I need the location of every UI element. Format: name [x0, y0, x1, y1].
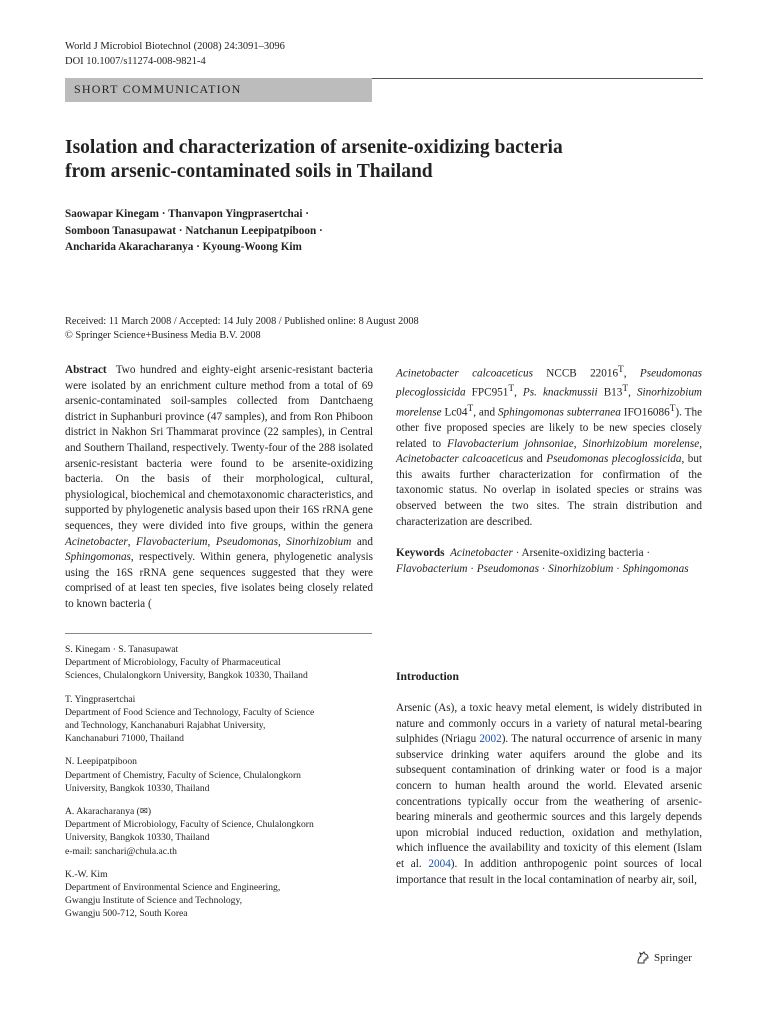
species: Acinetobacter calcoaceticus — [396, 453, 524, 466]
section-label: SHORT COMMUNICATION — [74, 82, 242, 96]
affiliation-inst: Sciences, Chulalongkorn University, Bangkok 10330, Thailand — [65, 670, 308, 682]
keywords: Keywords Acinetobacter · Arsenite-oxidizing bacteria · Flavobacterium · Pseudomonas · Sinorhizobium · Sphingomonas — [396, 547, 689, 575]
affiliation-city: Kanchanaburi 71000, Thailand — [65, 733, 184, 745]
keyword: Sphingomonas — [622, 562, 689, 575]
intro-text: Arsenic (As), a toxic heavy metal element, is widely distributed in nature and commonly occurs in a variety of natural metal-bearing sulphides (Nriagu — [396, 702, 702, 746]
abstract-text: Two hundred and eighty-eight arsenic-resistant bacteria were isolated by an enrichment culture method from a total of 69 arsenic-contaminated soil-samples collected from Dantchaeng district in Suphanburi province (47 samples), and from Ron Phiboon district in Nakhon Sri Thammarat province (22 samples), in Central and Southern Thailand, respectively. Twenty-four of the 288 isolated arsenic-resistant bacteria were found to be arsenite-oxidizing bacteria. On the basis of their morphological, cultural, physiological, biochemical and chemotaxonomic characteristics, and supported by phylogenetic analysis based upon their 16S rRNA gene sequences, they were divided into five groups, within the genera — [65, 364, 374, 532]
conjunction: and — [478, 406, 496, 419]
journal-citation: World J Microbiol Biotechnol (2008) 24:3091–3096 — [65, 41, 285, 52]
affiliation-dept: Department of Microbiology, Faculty of Science, Chulalongkorn — [65, 819, 314, 831]
publisher-name: Springer — [654, 951, 692, 964]
abstract-left: Abstract Two hundred and eighty-eight arsenic-resistant bacteria were isolated by an enrichment culture method from a total of 69 arsenic-contaminated soil-samples collected from Dantchaeng district in Suphanburi province (47 samples), and from Ron Phiboon district in Nakhon Sri Thammarat province (22 samples), in Central and Southern Thailand, respectively. Twenty-four of the 288 isolated arsenic-resistant bacteria were found to be arsenite-oxidizing bacteria. On the basis of their morphological, cultural, physiological, biochemical and chemotaxonomic characteristics, and supported by phylogenetic analysis based upon their 16S rRNA gene sequences, they were divided into five groups, within the genera Acinetobacter, Flavobacterium, Pseudomonas, Sinorhizobium and Sphingomonas, respectively. Within genera, phylogenetic analysis using the 16S rRNA gene sequences suggested that they were comprised of at least ten species, five isolates being closely related to known bacteria ( — [65, 364, 374, 610]
keyword: Arsenite-oxidizing bacteria — [521, 547, 644, 560]
affiliations — [65, 643, 365, 931]
keyword: Pseudomonas — [476, 562, 539, 575]
type-mark: T — [622, 384, 629, 395]
author-list — [65, 206, 625, 256]
affiliation-inst: University, Bangkok 10330, Thailand — [65, 782, 210, 794]
keyword: Acinetobacter — [450, 547, 513, 560]
keywords-label: Keywords — [396, 547, 445, 560]
type-mark: T — [618, 365, 624, 375]
publication-dates — [65, 315, 705, 343]
publisher-footer — [636, 951, 692, 964]
affiliation-dept: Department of Chemistry, Faculty of Science, Chulalongkorn — [65, 769, 301, 781]
strain: IFO16086 — [623, 406, 670, 419]
species: Pseudomonas plecoglossicida — [546, 453, 682, 466]
intro-text: ). In addition anthropogenic point sources of local importance that result in the local contamination of nearby air, soil, — [396, 857, 702, 886]
abstract-right: Acinetobacter calcoaceticus NCCB $22016^T$, Pseudomonas plecoglossicida $FPC951^T$, Ps. knackmussii $B13^T$, Sinorhizobium morelense $Lc04^T$, and Sphingomonas subterranea $IFO16086^T$). The other five proposed species are likely to be new species closely related to Flavobacterium johnsoniae, Sinorhizobium morelense, Acinetobacter calcoaceticus and Pseudomonas plecoglossicida, but this awaits further characterization for confirmation of the taxonomic status. No overlap in isolated species or strains was observed between the two sites. The strain distribution and characterization are described. Keywords Acinetobacter · Arsenite-oxidizing bacteria · Flavobacterium · Pseudomonas · Sinorhizobium · Sphingomonas — [396, 363, 702, 577]
affiliation-inst: Gwangju Institute of Science and Technology, — [65, 895, 243, 907]
affiliation — [65, 643, 365, 683]
strain: Lc04 — [444, 406, 468, 419]
genus: Pseudomonas — [215, 535, 278, 548]
genus: Sinorhizobium — [286, 535, 352, 548]
genus: Acinetobacter — [65, 535, 128, 548]
conjunction: and — [356, 535, 373, 548]
title-line-2: from arsenic-contaminated soils in Thailand — [65, 161, 433, 182]
affiliation-dept: Department of Food Science and Technology, Faculty of Science — [65, 706, 315, 718]
affiliation-names: S. Kinegam · S. Tanasupawat — [65, 644, 179, 655]
affiliation-dept: Department of Microbiology, Faculty of Pharmaceutical — [65, 657, 281, 669]
citation-link[interactable]: 2004 — [428, 857, 451, 870]
doi: DOI 10.1007/s11274-008-9821-4 — [65, 56, 206, 67]
species: Sphingomonas subterranea — [497, 406, 621, 419]
affiliation-inst: University, Bangkok 10330, Thailand — [65, 832, 210, 844]
affiliation-names: T. Yingprasertchai — [65, 693, 136, 705]
intro-text: ). The natural occurrence of arsenic in many subservice drinking water aquifers around the globe and its subsequent contamination of drinking water or food is a major concern to human health around the world. Elevated arsenic concentrations typically occur from the weathering of arsenic-bearing minerals and geothermic sources and this largely depends upon microbial induced reduction, oxidation and methylation, which influence the availability and toxicity of this element (Islam et al. — [396, 733, 703, 870]
title-line-1: Isolation and characterization of arsenite-oxidizing bacteria — [65, 137, 563, 158]
species: Ps. knackmussii — [522, 387, 598, 400]
section-banner — [65, 78, 372, 102]
introduction-heading: Introduction — [396, 670, 459, 683]
species: Flavobacterium johnsoniae — [447, 437, 574, 450]
keyword: Flavobacterium — [396, 562, 468, 575]
keyword: Sinorhizobium — [548, 562, 614, 575]
abstract-text: , but this awaits further characterization for confirmation of the taxonomic status. No overlap in isolated species or strains was observed between the two sites. The strain distribution and characterization are described. — [396, 453, 703, 528]
springer-horse-icon — [636, 951, 650, 964]
abstract-text: , respectively. Within genera, phylogenetic analysis using the 16S rRNA gene sequences suggested that they were comprised of at least ten species, five isolates being closely related to known bacteria ( — [65, 551, 373, 610]
received-accepted: Received: 11 March 2008 / Accepted: 14 July 2008 / Published online: 8 August 2008 — [65, 316, 419, 327]
paper-title — [65, 136, 685, 184]
affiliation — [65, 693, 365, 746]
affiliation-dept: Department of Environmental Science and Engineering, — [65, 882, 281, 894]
species: Pseudomonas plecoglossicida — [396, 367, 703, 400]
affiliation-email[interactable]: e-mail: sanchari@chula.ac.th — [65, 845, 177, 857]
species: Sinorhizobium morelense — [582, 437, 700, 450]
affiliation-names: N. Leepipatpiboon — [65, 756, 137, 768]
affiliation-city: Gwangju 500-712, South Korea — [65, 908, 188, 920]
introduction-text — [396, 701, 702, 888]
footnote-rule — [65, 633, 372, 634]
affiliation — [65, 868, 365, 921]
genus: Flavobacterium — [136, 535, 208, 548]
affiliation-inst: and Technology, Kanchanaburi Rajabhat University, — [65, 720, 266, 732]
abstract-label: Abstract — [65, 364, 107, 376]
copyright: © Springer Science+Business Media B.V. 2008 — [65, 330, 261, 341]
authors-line-2: Somboon Tanasupawat · Natchanun Leepipatpiboon · — [65, 224, 323, 237]
affiliation — [65, 755, 365, 795]
type-mark: T — [467, 403, 474, 414]
authors-line-3: Ancharida Akaracharanya · Kyoung-Woong Kim — [65, 241, 302, 253]
type-mark: T — [508, 384, 515, 395]
strain: B13 — [603, 387, 623, 400]
species: Sinorhizobium morelense — [396, 387, 703, 419]
affiliation — [65, 805, 365, 858]
type-mark: T — [669, 403, 676, 414]
species: Acinetobacter calcoaceticus — [396, 367, 533, 380]
strain: NCCB 22016 — [546, 367, 619, 380]
authors-line-1: Saowapar Kinegam · Thanvapon Yingprasertchai · — [65, 208, 309, 220]
abstract-text: ). The other five proposed species are likely to be new species closely related to — [396, 406, 703, 450]
affiliation-names: A. Akaracharanya (✉) — [65, 806, 152, 818]
affiliation-names: K.-W. Kim — [65, 868, 108, 880]
strain: FPC951 — [471, 387, 509, 400]
conjunction: and — [526, 453, 543, 466]
citation-link[interactable]: 2002 — [479, 733, 502, 746]
genus: Sphingomonas — [65, 551, 131, 564]
